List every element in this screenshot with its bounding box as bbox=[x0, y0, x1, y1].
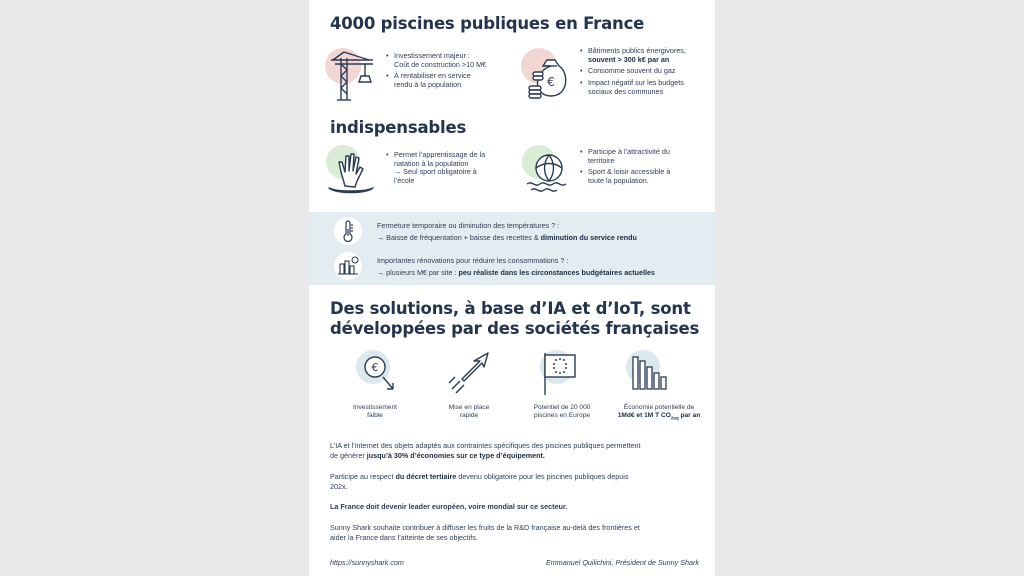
hand-in-water-icon bbox=[323, 144, 381, 201]
solution-caption-line: rapide bbox=[459, 412, 479, 419]
solution-caption-line: piscines en Europe bbox=[533, 412, 591, 419]
bullet-text-bold: souvent > 300 k€ par an bbox=[588, 54, 670, 64]
solutions-title-line: Des solutions, à base d’IA et d’IoT, sont bbox=[330, 299, 691, 318]
energy-bullets bbox=[579, 47, 709, 100]
paragraph-decret bbox=[330, 472, 698, 491]
paragraph-text: 202x. bbox=[330, 481, 348, 491]
document-page bbox=[309, 0, 715, 576]
solution-caption-line: faible bbox=[367, 412, 383, 419]
bullet-text: Permet l’apprentissage de la bbox=[394, 150, 486, 159]
paragraph-text: Participe au respect bbox=[330, 472, 396, 481]
bullet-text: Consomme souvent du gaz bbox=[588, 66, 676, 76]
paragraph-leader: La France doit devenir leader européen, voire mondial sur ce secteur. bbox=[330, 502, 568, 511]
bullet-text: Bâtiments publics énergivores, bbox=[588, 46, 686, 55]
solution-caption-line: Investissement bbox=[353, 404, 397, 411]
solution-caption-bold: 1Md€ et 1M T CO bbox=[617, 412, 671, 419]
paragraph-text: devenu obligatoire pour les piscines publiques depuis bbox=[456, 472, 629, 481]
paragraph-text: de générer bbox=[330, 450, 367, 460]
paragraph-text: L’IA et l’internet des objets adaptés aux contraintes spécifiques des piscines publiques permettent bbox=[330, 441, 641, 450]
renovation-consequence-bold: peu réaliste dans les circonstances budgétaires actuelles bbox=[458, 268, 656, 277]
paragraph-text: Sunny Shark souhaite contribuer à diffuser les fruits de la R&D française au-delà des frontières et bbox=[330, 523, 640, 532]
closure-consequence-bold: diminution du service rendu bbox=[540, 233, 637, 242]
construction-crane-icon bbox=[323, 46, 381, 107]
closure-consequence-text: → Baisse de fréquentation + baisse des recettes & bbox=[377, 233, 541, 242]
renovation-consequence bbox=[377, 267, 655, 278]
solution-caption bbox=[523, 404, 601, 420]
paragraph-bold: jusqu’à 30% d’économies sur ce type d’équipement. bbox=[366, 450, 545, 460]
website-link[interactable]: https://sunnyshark.com bbox=[330, 558, 404, 567]
solutions-title bbox=[330, 299, 699, 339]
main-title: 4000 piscines publiques en France bbox=[330, 14, 645, 33]
solution-caption bbox=[336, 404, 414, 420]
renovation-tools-icon bbox=[334, 252, 362, 280]
renovation-title: Importantes rénovations pour réduire les consommations ? : bbox=[377, 256, 569, 265]
bullet-text: → Seul sport obligatoire à bbox=[394, 167, 477, 177]
attractiveness-bullets bbox=[579, 148, 709, 189]
thermometer-icon bbox=[334, 217, 362, 245]
solution-caption-line: Économie potentielle de bbox=[623, 404, 695, 411]
rocket-arrow-icon bbox=[444, 349, 496, 402]
beach-ball-water-icon bbox=[519, 144, 577, 201]
solution-caption-bold: par an bbox=[678, 412, 701, 419]
cost-bullets bbox=[385, 52, 525, 93]
paragraph-text: aider la France dans l’atteinte de ses objectifs. bbox=[330, 532, 478, 542]
eu-flag-icon bbox=[535, 349, 587, 402]
bullet-text: territoire bbox=[588, 155, 615, 165]
closure-title: Fermeture temporaire ou diminution des températures ? : bbox=[377, 221, 560, 230]
paragraph-bold: du décret tertiaire bbox=[395, 472, 457, 481]
money-bag-coins-icon bbox=[519, 46, 577, 107]
problem-band bbox=[309, 212, 715, 285]
bullet-text: Participe à l’attractivité du bbox=[588, 147, 670, 156]
solution-caption-sub: 2eq bbox=[670, 415, 679, 421]
signature: Emmanuel Quilichini, Président de Sunny Shark bbox=[545, 558, 699, 567]
svg-text:€: € bbox=[371, 361, 379, 374]
bullet-text: Investissement majeur : bbox=[394, 51, 470, 60]
paragraph-sunny-shark bbox=[330, 523, 698, 542]
solutions-title-line: développées par des sociétés françaises bbox=[330, 319, 700, 338]
solution-caption bbox=[613, 404, 705, 422]
bullet-text: toute la population. bbox=[588, 176, 649, 186]
paragraph-ai-iot bbox=[330, 441, 698, 460]
solution-caption bbox=[430, 404, 508, 420]
bullet-text: Coût de construction >10 M€ bbox=[394, 59, 487, 69]
bullet-text: sociaux des communes bbox=[588, 86, 664, 96]
bullet-text: À rentabiliser en service bbox=[394, 71, 471, 81]
bullet-text: Impact négatif sur les budgets bbox=[588, 78, 684, 88]
solution-caption-line: Potentiel de 20 000 bbox=[533, 404, 591, 411]
closure-consequence bbox=[377, 232, 637, 243]
section-title-indispensables: indispensables bbox=[330, 118, 467, 137]
bullet-text: rendu à la population bbox=[394, 80, 462, 90]
svg-text:€: € bbox=[547, 75, 555, 89]
bullet-text: l’école bbox=[394, 176, 415, 186]
swimming-bullets bbox=[385, 151, 515, 189]
solution-caption-line: Mise en place bbox=[448, 404, 490, 411]
renovation-consequence-text: → plusieurs M€ par site : bbox=[377, 268, 459, 277]
bullet-text: natation à la population bbox=[394, 158, 469, 168]
declining-bars-icon bbox=[625, 349, 677, 402]
bullet-text: Sport & loisir accessible à bbox=[588, 167, 671, 177]
euro-down-arrow-icon bbox=[353, 349, 401, 402]
